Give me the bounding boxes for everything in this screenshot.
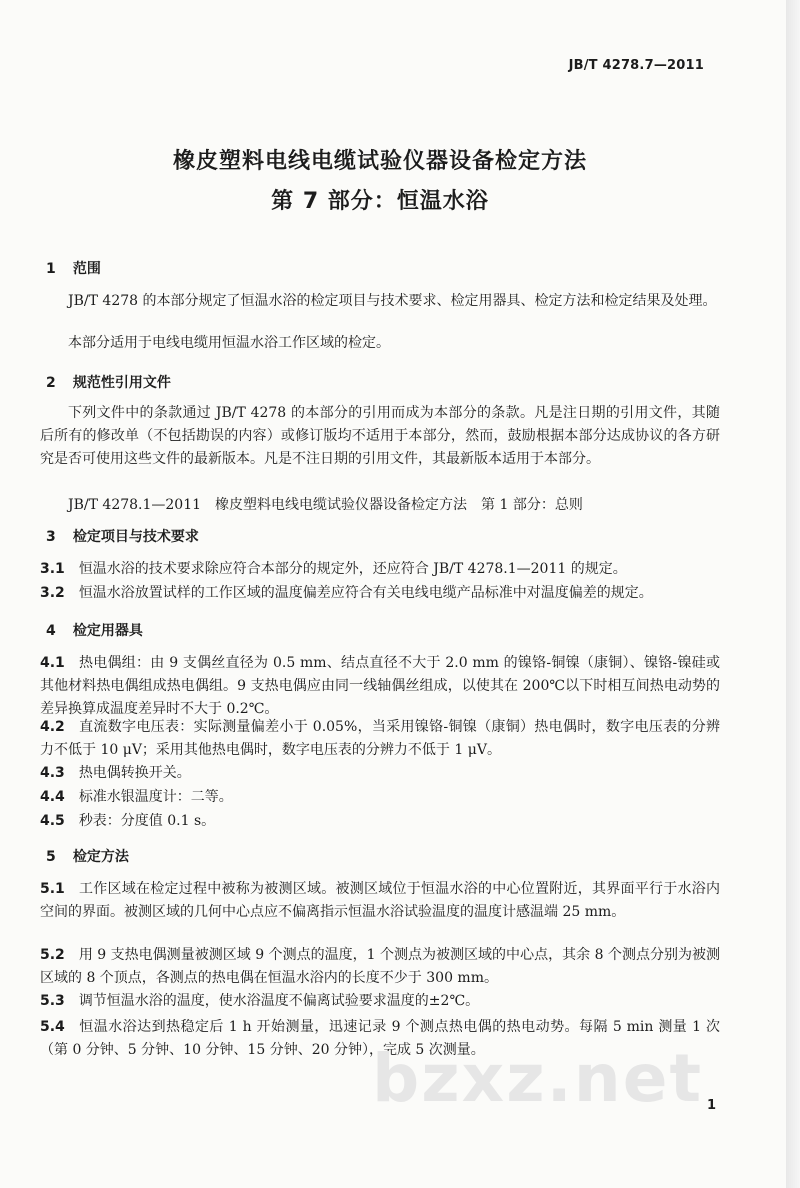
clause-4-2 bbox=[40, 716, 720, 762]
paragraph: JB/T 4278 的本部分规定了恒温水浴的检定项目与技术要求、检定用器具、检定方法和检定结果及处理。 bbox=[68, 293, 717, 309]
clause-number: 3.1 bbox=[40, 561, 65, 577]
clause-4-3 bbox=[40, 762, 720, 785]
section-heading-3 bbox=[46, 526, 199, 546]
standard-number: JB/T 4278.7—2011 bbox=[568, 58, 704, 73]
clause-number: 4.2 bbox=[40, 719, 65, 735]
clause-number: 5.4 bbox=[40, 1019, 65, 1035]
clause-3-2 bbox=[40, 582, 720, 605]
clause-4-4 bbox=[40, 786, 720, 809]
clause-4-5 bbox=[40, 810, 720, 833]
clause-text: 标准水银温度计：二等。 bbox=[78, 789, 233, 805]
section-title: 检定方法 bbox=[72, 849, 129, 865]
paragraph: 本部分适用于电线电缆用恒温水浴工作区域的检定。 bbox=[68, 335, 390, 351]
section-heading-4 bbox=[46, 620, 143, 640]
section-title: 规范性引用文件 bbox=[72, 375, 171, 391]
clause-text: 用 9 支热电偶测量被测区域 9 个测点的温度，1 个测点为被测区域的中心点，其余 8 个测点分别为被测区域的 8 个顶点，各测点的热电偶在恒温水浴内的长度不少于 300 mm。 bbox=[40, 947, 720, 986]
section-heading-2 bbox=[46, 372, 171, 392]
clause-number: 4.5 bbox=[40, 813, 65, 829]
section-title: 检定用器具 bbox=[72, 623, 143, 639]
section-number: 3 bbox=[46, 529, 56, 545]
page-edge bbox=[786, 0, 800, 1188]
document-title: 橡皮塑料电线电缆试验仪器设备检定方法 bbox=[172, 149, 587, 174]
section-number: 2 bbox=[46, 375, 56, 391]
clause-number: 5.3 bbox=[40, 993, 65, 1009]
clause-text: 恒温水浴的技术要求除应符合本部分的规定外，还应符合 JB/T 4278.1—2011 的规定。 bbox=[78, 561, 627, 577]
clause-number: 4.3 bbox=[40, 765, 65, 781]
normative-reference: JB/T 4278.1—2011 橡皮塑料电线电缆试验仪器设备检定方法 第 1 部分：总则 bbox=[68, 497, 583, 513]
clause-number: 5.2 bbox=[40, 947, 65, 963]
clause-4-1 bbox=[40, 652, 720, 721]
clause-5-2 bbox=[40, 944, 720, 990]
clause-number: 4.4 bbox=[40, 789, 65, 805]
paragraph: 下列文件中的条款通过 JB/T 4278 的本部分的引用而成为本部分的条款。凡是注日期的引用文件，其随后所有的修改单（不包括勘误的内容）或修订版均不适用于本部分，然而，鼓励根据本部分达成协议的各方研究是否可使用这些文件的最新版本。凡是不注日期的引用文件，其最新版本适用于本部分。 bbox=[40, 405, 720, 467]
section-heading-1 bbox=[46, 258, 101, 278]
clause-text: 恒温水浴放置试样的工作区域的温度偏差应符合有关电线电缆产品标准中对温度偏差的规定。 bbox=[78, 585, 653, 601]
clause-text: 恒温水浴达到热稳定后 1 h 开始测量，迅速记录 9 个测点热电偶的热电动势。每隔 5 min 测量 1 次（第 0 分钟、5 分钟、10 分钟、15 分钟、20 分钟），完成 5 次测量。 bbox=[40, 1019, 720, 1058]
page-number: 1 bbox=[707, 1098, 717, 1113]
clause-number: 3.2 bbox=[40, 585, 65, 601]
clause-text: 调节恒温水浴的温度，使水浴温度不偏离试验要求温度的±2℃。 bbox=[78, 993, 480, 1009]
clause-text: 秒表：分度值 0.1 s。 bbox=[78, 813, 216, 829]
section-number: 4 bbox=[46, 623, 56, 639]
clause-number: 5.1 bbox=[40, 881, 65, 897]
section-title: 检定项目与技术要求 bbox=[72, 529, 199, 545]
clause-text: 直流数字电压表：实际测量偏差小于 0.05%，当采用镍铬-铜镍（康铜）热电偶时，数字电压表的分辨力不低于 10 μV；采用其他热电偶时，数字电压表的分辨力不低于 1 μV。 bbox=[40, 719, 720, 758]
section-heading-5 bbox=[46, 846, 129, 866]
clause-5-3 bbox=[40, 990, 720, 1013]
watermark: bzxz.net bbox=[372, 1040, 704, 1117]
section-title: 范围 bbox=[72, 261, 101, 277]
clause-text: 热电偶转换开关。 bbox=[78, 765, 191, 781]
clause-text: 热电偶组：由 9 支偶丝直径为 0.5 mm、结点直径不大于 2.0 mm 的镍铬-铜镍（康铜）、镍铬-镍硅或其他材料热电偶组成热电偶组。9 支热电偶应由同一线轴偶丝组成，以使其在 200℃以下时相互间热电动势的差异换算成温度差异时不大于 0.2℃。 bbox=[40, 655, 720, 717]
section-number: 5 bbox=[46, 849, 56, 865]
clause-number: 4.1 bbox=[40, 655, 65, 671]
document-subtitle: 第 7 部分：恒温水浴 bbox=[271, 189, 489, 214]
clause-5-1 bbox=[40, 878, 720, 924]
section-number: 1 bbox=[46, 261, 56, 277]
clause-3-1 bbox=[40, 558, 720, 581]
clause-text: 工作区域在检定过程中被称为被测区域。被测区域位于恒温水浴的中心位置附近，其界面平行于水浴内空间的界面。被测区域的几何中心点应不偏离指示恒温水浴试验温度的温度计感温端 25 mm。 bbox=[40, 881, 720, 920]
